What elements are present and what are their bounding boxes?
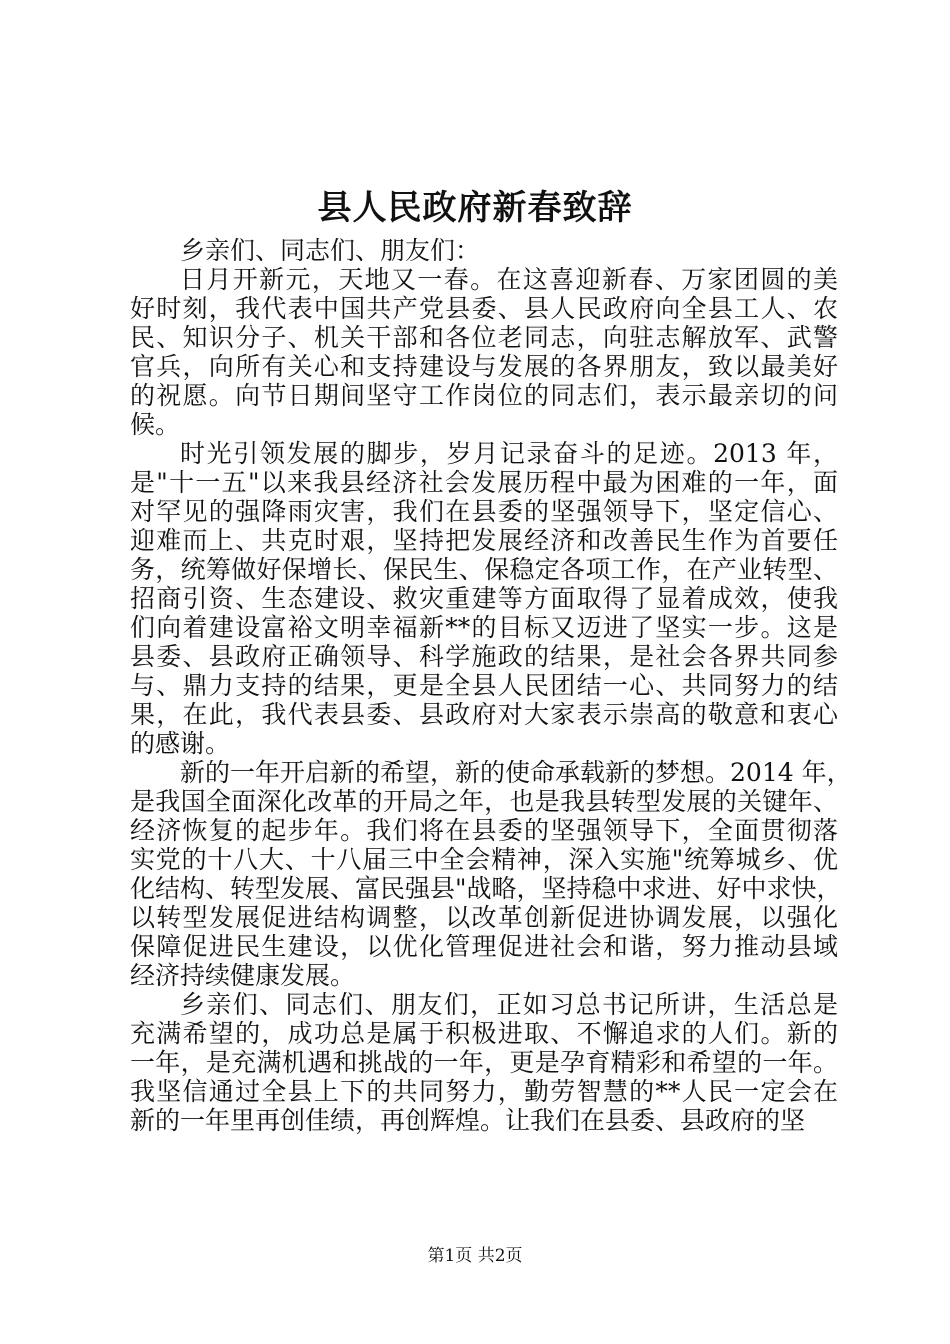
paragraph-line: 官兵，向所有关心和支持建设与发展的各界朋友，致以最美好	[130, 352, 838, 381]
paragraph-line: 以转型发展促进结构调整，以改革创新促进协调发展，以强化	[130, 903, 838, 932]
paragraph-line: 是我国全面深化改革的开局之年，也是我县转型发展的关键年、	[130, 787, 838, 816]
paragraph-line: 化结构、转型发展、富民强县"战略，坚持稳中求进、好中求快，	[130, 874, 842, 903]
paragraph-line: 招商引资、生态建设、救灾重建等方面取得了显着成效，使我	[130, 584, 838, 613]
paragraph-line: 候。	[130, 410, 181, 439]
paragraph	[130, 990, 838, 1135]
paragraph-line: 一年，是充满机遇和挑战的一年，更是孕育精彩和希望的一年。	[130, 1048, 838, 1077]
paragraph-line: 新的一年里再创佳绩，再创辉煌。让我们在县委、县政府的坚	[130, 1106, 806, 1135]
paragraph-line: 果，在此，我代表县委、县政府对大家表示崇高的敬意和衷心	[130, 700, 838, 729]
salutation: 乡亲们、同志们、朋友们：	[180, 236, 481, 265]
paragraphs-container	[130, 265, 852, 1135]
paragraph-line: 们向着建设富裕文明幸福新**的目标又迈进了坚实一步。这是	[130, 613, 838, 642]
paragraph-line: 的祝愿。向节日期间坚守工作岗位的同志们，表示最亲切的问	[130, 381, 838, 410]
paragraph-line: 是"十一五"以来我县经济社会发展历程中最为困难的一年，面	[130, 468, 838, 497]
paragraph	[130, 265, 838, 439]
paragraph-line: 保障促进民生建设，以优化管理促进社会和谐，努力推动县域	[130, 932, 838, 961]
paragraph-line: 充满希望的，成功总是属于积极进取、不懈追求的人们。新的	[130, 1019, 838, 1048]
paragraph	[130, 758, 852, 990]
paragraph-line: 经济持续健康发展。	[130, 961, 356, 990]
paragraph-line: 的感谢。	[130, 729, 231, 758]
paragraph-line: 与、鼎力支持的结果，更是全县人民团结一心、共同努力的结	[130, 671, 838, 700]
paragraph-line: 民、知识分子、机关干部和各位老同志，向驻志解放军、武警	[130, 323, 838, 352]
paragraph-line: 实党的十八大、十八届三中全会精神，深入实施"统筹城乡、优	[130, 845, 838, 874]
paragraph-line: 对罕见的强降雨灾害，我们在县委的坚强领导下，坚定信心、	[130, 497, 838, 526]
paragraph-line: 经济恢复的起步年。我们将在县委的坚强领导下，全面贯彻落	[130, 816, 838, 845]
page-indicator: 第1页 共2页	[427, 1246, 523, 1266]
paragraph-line: 迎难而上、共克时艰，坚持把发展经济和改善民生作为首要任	[130, 526, 838, 555]
paragraph	[130, 439, 838, 758]
document-title: 县人民政府新春致辞	[317, 188, 633, 228]
paragraph-line: 务，统筹做好保增长、保民生、保稳定各项工作，在产业转型、	[130, 555, 838, 584]
paragraph-line: 时光引领发展的脚步，岁月记录奋斗的足迹。2013 年，	[180, 439, 838, 468]
document-body	[130, 236, 852, 1135]
paragraph-line: 我坚信通过全县上下的共同努力，勤劳智慧的**人民一定会在	[130, 1077, 838, 1106]
paragraph-line: 乡亲们、同志们、朋友们，正如习总书记所讲，生活总是	[180, 990, 838, 1019]
paragraph-line: 新的一年开启新的希望，新的使命承载新的梦想。2014 年，	[180, 758, 852, 787]
paragraph-line: 县委、县政府正确领导、科学施政的结果，是社会各界共同参	[130, 642, 838, 671]
paragraph-line: 日月开新元，天地又一春。在这喜迎新春、万家团圆的美	[180, 265, 838, 294]
paragraph-line: 好时刻，我代表中国共产党县委、县人民政府向全县工人、农	[130, 294, 838, 323]
